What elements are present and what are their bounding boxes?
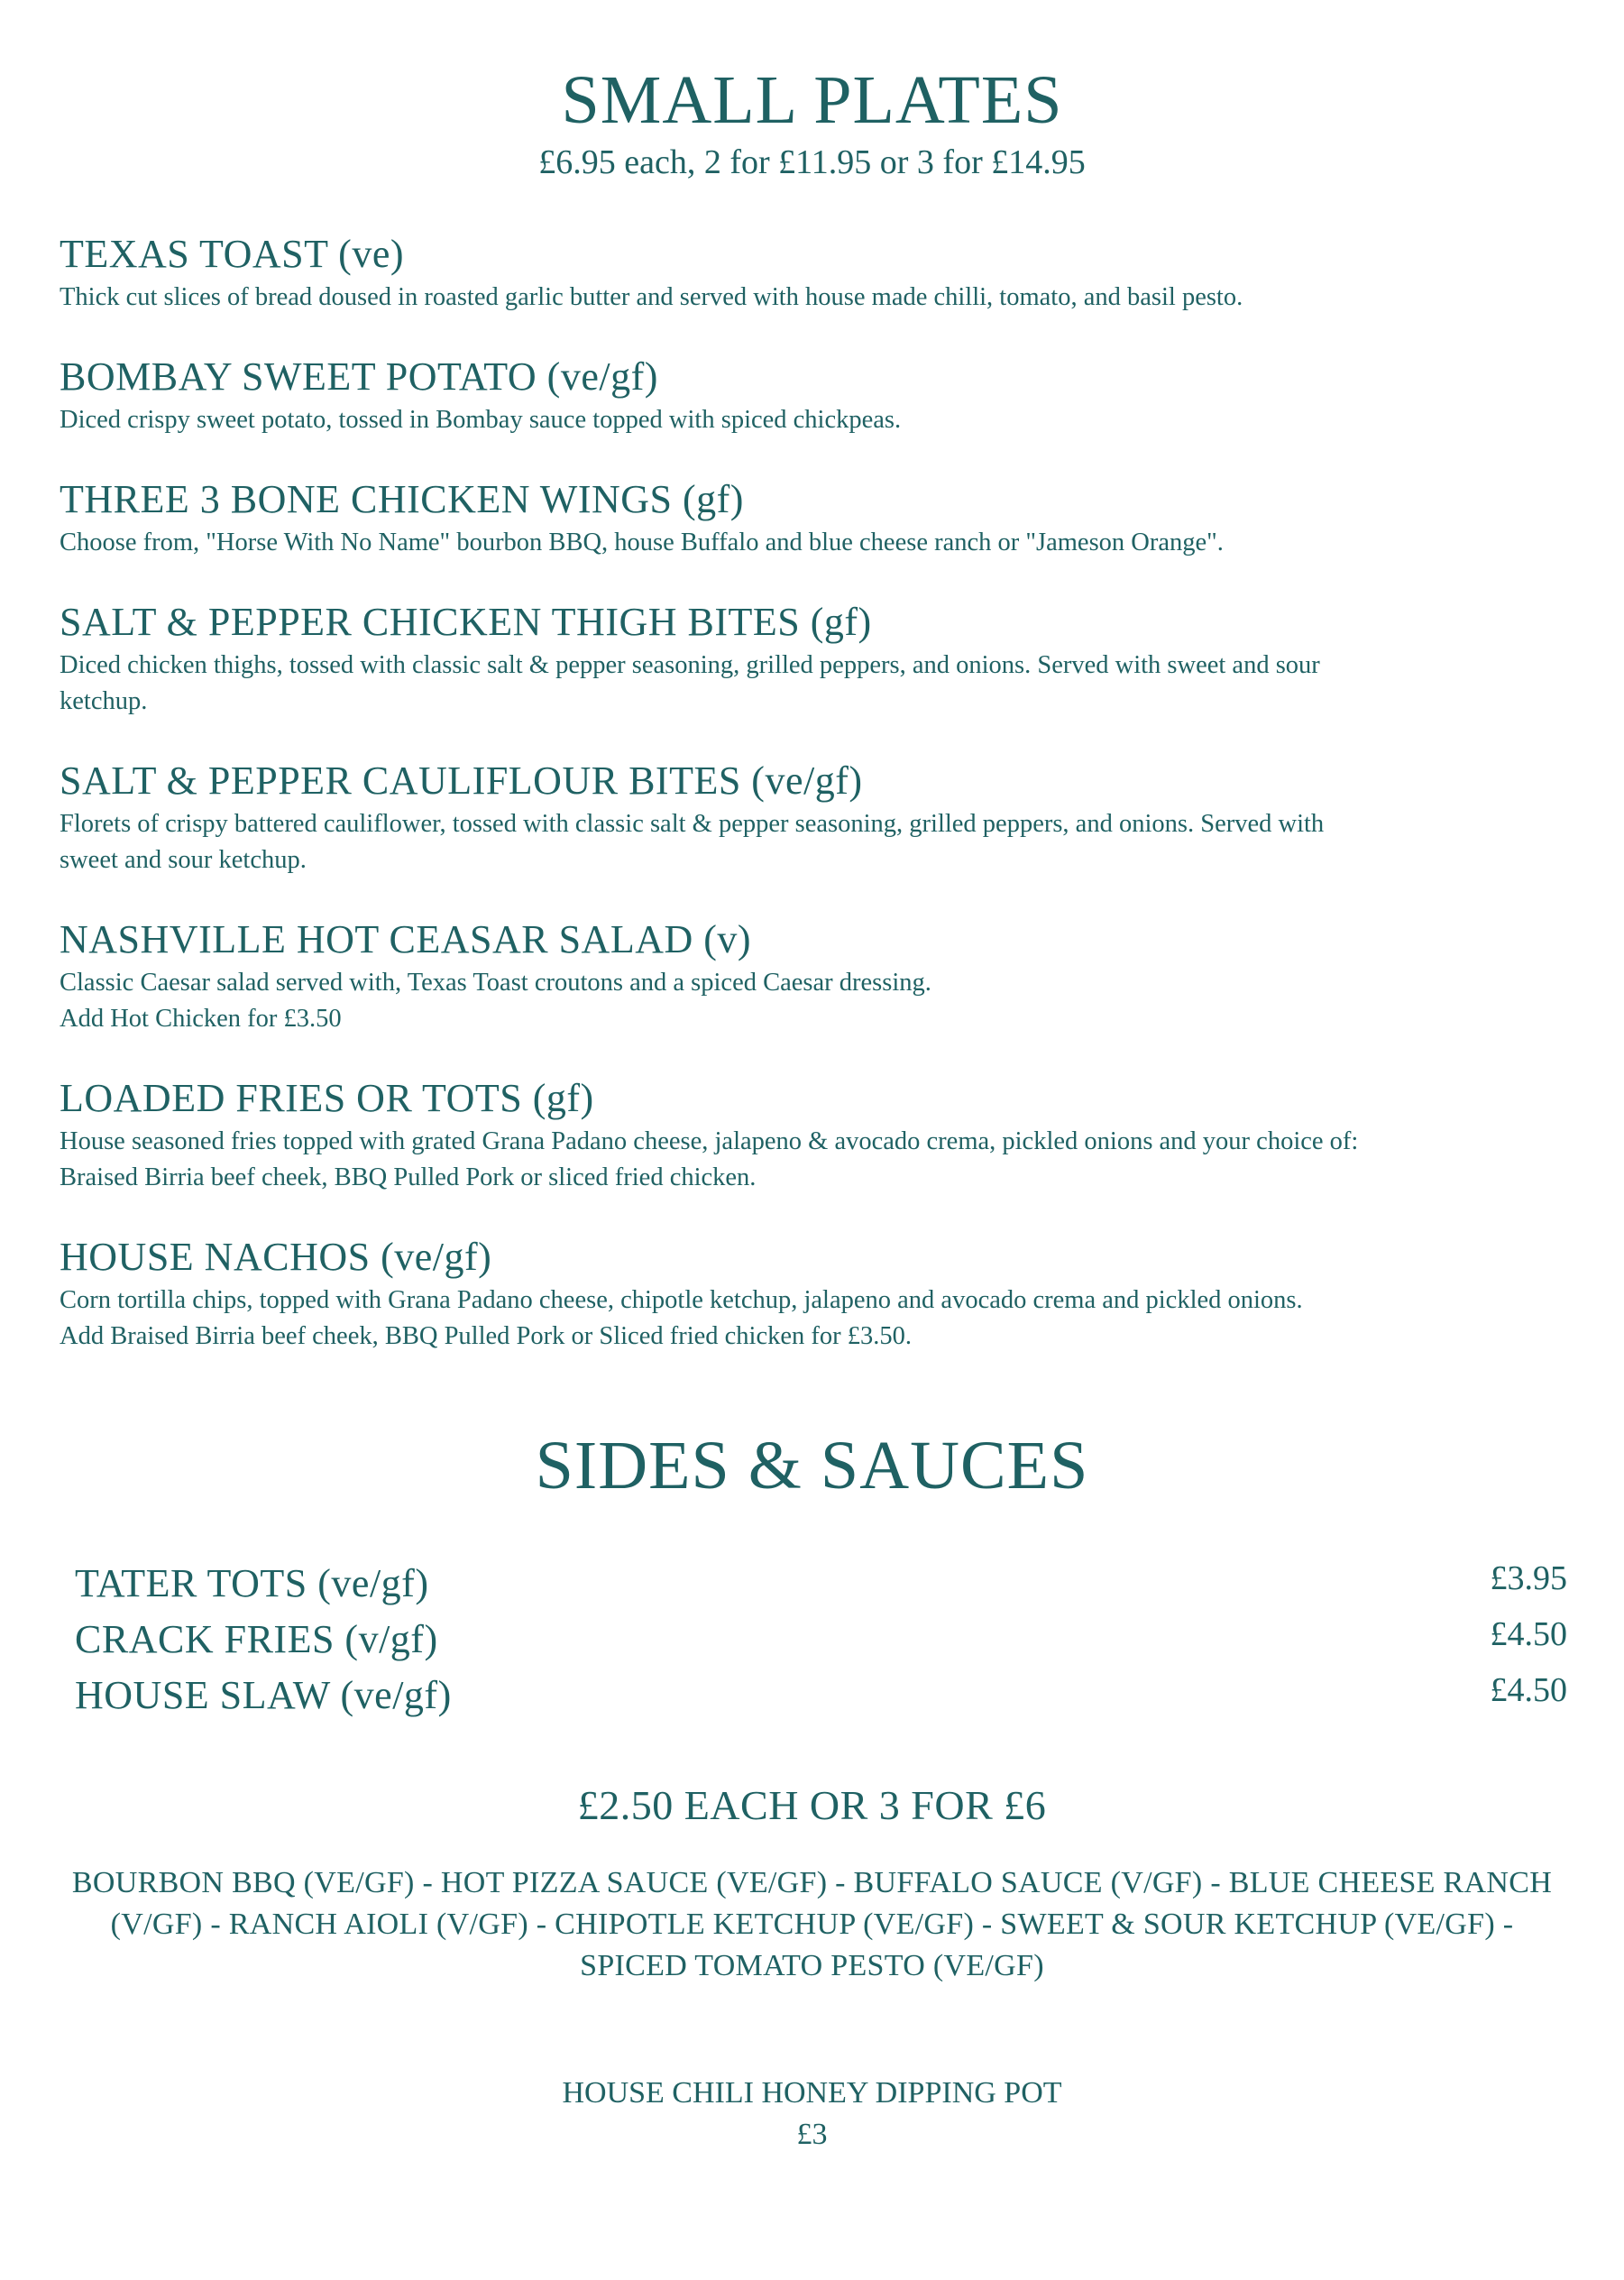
menu-item-chicken-thigh-bites bbox=[60, 599, 1592, 720]
item-description-line: Braised Birria beef cheek, BBQ Pulled Pork or sliced fried chicken. bbox=[60, 1163, 757, 1191]
side-price: £3.95 bbox=[1490, 1559, 1567, 1597]
menu-item-ceasar-salad bbox=[60, 916, 1592, 1037]
dipping-pot-price: £3 bbox=[796, 2118, 828, 2151]
side-price: £4.50 bbox=[1490, 1671, 1567, 1709]
item-description bbox=[60, 280, 1592, 316]
side-item-tater-tots bbox=[75, 1558, 1567, 1613]
item-description-line: ketchup. bbox=[60, 687, 148, 715]
item-description bbox=[60, 1282, 1592, 1355]
item-name: LOADED FRIES OR TOTS (gf) bbox=[60, 1076, 594, 1120]
small-plates-title: SMALL PLATES bbox=[561, 62, 1063, 138]
item-description-line: Choose from, "Horse With No Name" bourbon BBQ, house Buffalo and blue cheese ranch or "Jameson Orange". bbox=[60, 529, 1224, 556]
item-description-line: Classic Caesar salad served with, Texas Toast croutons and a spiced Caesar dressing. bbox=[60, 969, 931, 997]
sides-title: SIDES & SAUCES bbox=[535, 1428, 1089, 1503]
item-name: THREE 3 BONE CHICKEN WINGS (gf) bbox=[60, 477, 744, 521]
small-plates-pricing: £6.95 each, 2 for £11.95 or 3 for £14.95 bbox=[538, 143, 1086, 181]
item-description-line: Add Braised Birria beef cheek, BBQ Pulled Pork or Sliced fried chicken for £3.50. bbox=[60, 1322, 913, 1350]
item-name: SALT & PEPPER CAULIFLOUR BITES (ve/gf) bbox=[60, 758, 863, 803]
item-description-line: Diced chicken thighs, tossed with classic salt & pepper seasoning, grilled peppers, and onions. Served with sweet and sour bbox=[60, 651, 1320, 679]
menu-item-chicken-wings bbox=[60, 476, 1592, 561]
side-name: HOUSE SLAW (ve/gf) bbox=[75, 1673, 452, 1717]
item-description-line: House seasoned fries topped with grated Grana Padano cheese, jalapeno & avocado crema, pickled onions and your choice of: bbox=[60, 1127, 1359, 1155]
item-description bbox=[60, 806, 1592, 878]
item-description-line: Diced crispy sweet potato, tossed in Bombay sauce topped with spiced chickpeas. bbox=[60, 406, 902, 434]
side-item-crack-fries bbox=[75, 1614, 1567, 1669]
item-description bbox=[60, 402, 1592, 438]
menu-item-house-nachos bbox=[60, 1234, 1592, 1355]
menu-item-loaded-fries bbox=[60, 1075, 1592, 1196]
sauce-list-line: SPICED TOMATO PESTO (VE/GF) bbox=[580, 1949, 1044, 1982]
sauce-list-line: (V/GF) - RANCH AIOLI (V/GF) - CHIPOTLE KETCHUP (VE/GF) - SWEET & SOUR KETCHUP (VE/GF) - bbox=[110, 1908, 1514, 1941]
item-name: TEXAS TOAST (ve) bbox=[60, 232, 404, 276]
item-description-line: Thick cut slices of bread doused in roasted garlic butter and served with house made chilli, tomato, and basil pesto. bbox=[60, 283, 1243, 311]
item-name: SALT & PEPPER CHICKEN THIGH BITES (gf) bbox=[60, 600, 872, 644]
side-name: CRACK FRIES (v/gf) bbox=[75, 1617, 438, 1661]
sauce-list bbox=[54, 1862, 1570, 1987]
dipping-pot-label: HOUSE CHILI HONEY DIPPING POT bbox=[562, 2076, 1062, 2110]
sauce-list-line: BOURBON BBQ (VE/GF) - HOT PIZZA SAUCE (VE/GF) - BUFFALO SAUCE (V/GF) - BLUE CHEESE RANCH bbox=[71, 1866, 1553, 1899]
menu-item-cauliflour-bites bbox=[60, 758, 1592, 878]
item-description bbox=[60, 525, 1592, 561]
sauces-heading: £2.50 EACH OR 3 FOR £6 bbox=[577, 1782, 1047, 1828]
item-description bbox=[60, 965, 1592, 1037]
item-name: HOUSE NACHOS (ve/gf) bbox=[60, 1235, 492, 1279]
item-name: BOMBAY SWEET POTATO (ve/gf) bbox=[60, 354, 658, 399]
item-description bbox=[60, 648, 1592, 720]
side-price: £4.50 bbox=[1490, 1615, 1567, 1653]
item-description-line: Corn tortilla chips, topped with Grana Padano cheese, chipotle ketchup, jalapeno and avocado crema and pickled onions. bbox=[60, 1286, 1303, 1314]
menu-item-bombay-sweet-potato bbox=[60, 354, 1592, 438]
item-description-line: Florets of crispy battered cauliflower, tossed with classic salt & pepper seasoning, grilled peppers, and onions. Served with bbox=[60, 810, 1325, 838]
side-name: TATER TOTS (ve/gf) bbox=[75, 1561, 429, 1605]
item-description bbox=[60, 1124, 1592, 1196]
item-name: NASHVILLE HOT CEASAR SALAD (v) bbox=[60, 917, 752, 961]
item-description-line: Add Hot Chicken for £3.50 bbox=[60, 1005, 342, 1033]
item-description-line: sweet and sour ketchup. bbox=[60, 846, 307, 874]
side-item-house-slaw bbox=[75, 1670, 1567, 1724]
menu-item-texas-toast bbox=[60, 231, 1592, 316]
